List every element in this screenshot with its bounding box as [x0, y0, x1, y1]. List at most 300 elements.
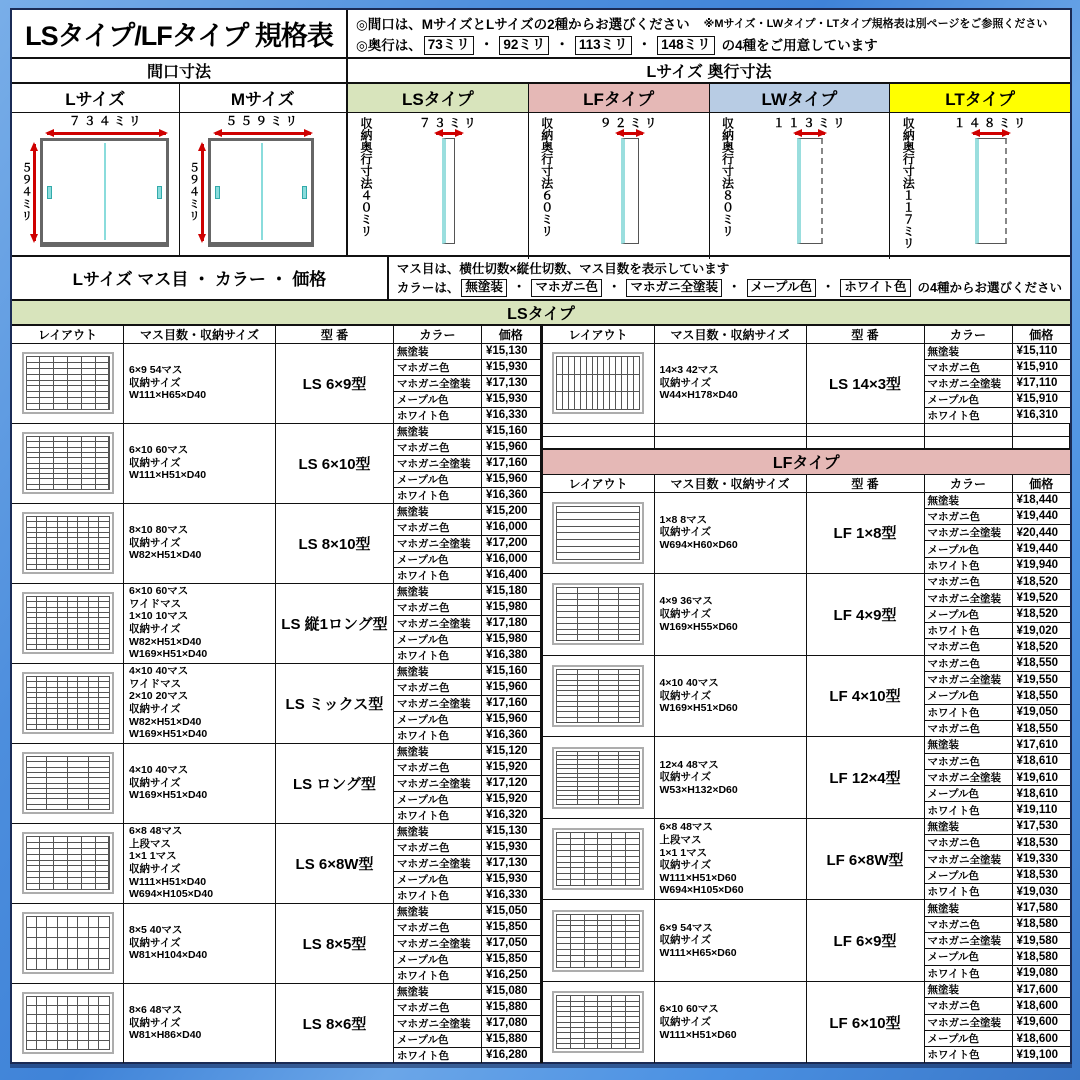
color-name: 無塗装 [394, 904, 482, 919]
color-name: マホガニ色 [925, 754, 1013, 769]
color-name: ホワイト色 [925, 966, 1013, 981]
depth-diagram [890, 113, 1070, 259]
boxed-option: マホガニ色 [531, 279, 602, 297]
color-name: ホワイト色 [394, 808, 482, 823]
depth-arrow-icon [973, 132, 1009, 135]
color-price-row [925, 900, 1071, 915]
price-value: ¥18,550 [1016, 722, 1059, 735]
spec-line: 収納サイズ [129, 456, 181, 469]
color-name: マホガニ色 [394, 600, 482, 615]
color-name: メープル色 [394, 1032, 482, 1047]
size-l-header: Lサイズ [12, 84, 179, 113]
masume-note: マス目は、横仕切数×縦仕切数、マス目数を表示しています [396, 261, 730, 276]
color-price-row [394, 391, 540, 407]
color-price-row [394, 791, 540, 807]
color-name: マホガニ色 [925, 721, 1013, 736]
empty-cell [925, 424, 1013, 436]
price-value: ¥15,960 [486, 473, 528, 485]
width-dimension-part [12, 59, 348, 255]
price-value: ¥19,600 [1016, 1016, 1059, 1029]
spec-line: W111×H51×D60 [659, 1028, 737, 1041]
model-number: LS ロング型 [276, 744, 394, 823]
color-name: マホガニ色 [394, 840, 482, 855]
layout-diagram [12, 664, 124, 743]
layout-grid-frame [552, 910, 644, 972]
color-name: ホワイト色 [394, 968, 482, 983]
column-header: 価格 [498, 327, 523, 342]
color-price-row [925, 997, 1071, 1013]
color-name: ホワイト色 [394, 648, 482, 663]
color-price-row [394, 967, 540, 983]
model-number: LF 6×10型 [807, 982, 925, 1063]
empty-row [543, 424, 1071, 436]
price-value: ¥18,440 [1016, 494, 1059, 507]
price-value: ¥19,100 [1016, 1048, 1059, 1061]
column-header: レイアウト [543, 475, 655, 492]
column-header: 価格 [1029, 476, 1054, 491]
color-name: 無塗装 [394, 584, 482, 599]
price-value: ¥19,550 [1016, 673, 1059, 686]
price-value: ¥15,980 [486, 633, 528, 645]
color-name: メープル色 [394, 952, 482, 967]
color-price-column [394, 424, 540, 503]
depth-section-title: Lサイズ 奥行寸法 [348, 59, 1070, 84]
depth-dimension-part [348, 59, 1070, 255]
color-name: マホガニ全塗装 [394, 616, 482, 631]
color-name: マホガニ色 [394, 1000, 482, 1015]
color-name: ホワイト色 [925, 705, 1013, 720]
spec-line: 1×1 1マス [659, 846, 708, 859]
color-name: マホガニ全塗装 [925, 525, 1013, 540]
boxed-option: マホガニ全塗装 [626, 279, 722, 297]
layout-grid-frame [22, 512, 114, 574]
note-depth-suffix: の4種をご用意しています [721, 37, 878, 53]
color-price-row [925, 687, 1071, 703]
color-price-row [394, 535, 540, 551]
price-value: ¥15,080 [486, 985, 528, 997]
separator: ・ [637, 37, 652, 52]
color-name: 無塗装 [394, 744, 482, 759]
spec-line: W82×H51×D40 [129, 715, 202, 728]
width-variant-m [179, 84, 347, 255]
color-price-column [394, 824, 540, 903]
color-price-row [925, 574, 1071, 589]
spec-line: W111×H51×D40 [129, 875, 207, 888]
color-price-column [925, 819, 1071, 900]
price-value: ¥18,600 [1016, 1032, 1059, 1045]
price-value: ¥19,610 [1016, 771, 1059, 784]
price-value: ¥18,530 [1016, 869, 1059, 882]
column-header: カラー [925, 475, 1013, 492]
color-price-row [394, 567, 540, 583]
layout-diagram [543, 493, 655, 574]
color-name: メープル色 [925, 868, 1013, 883]
note-width-sub: ※Mサイズ・LWタイプ・LTタイプ規格表は別ページをご参照ください [703, 18, 1048, 30]
color-name: ホワイト色 [925, 408, 1013, 423]
color-price-column [925, 574, 1071, 655]
spec-line: W111×H65×D40 [129, 389, 207, 402]
spec-line: 収納サイズ [659, 526, 712, 539]
color-name: マホガニ全塗装 [394, 536, 482, 551]
column-header: カラー [925, 326, 1013, 343]
boxed-option: 148ミリ [657, 36, 715, 55]
depth-dim-label: ７３ミリ [418, 115, 479, 130]
layout-diagram [543, 344, 655, 423]
price-value: ¥15,930 [486, 393, 528, 405]
model-number: LS 縦1ロング型 [276, 584, 394, 663]
layout-grid-frame [552, 991, 644, 1053]
note-width [356, 13, 1062, 33]
depth-diagram [529, 113, 709, 259]
spec-line: 8×6 48マス [129, 1004, 183, 1017]
color-name: マホガニ全塗装 [394, 376, 482, 391]
price-value: ¥18,600 [1016, 999, 1059, 1012]
price-value: ¥18,550 [1016, 657, 1059, 670]
color-name: マホガニ全塗装 [925, 851, 1013, 866]
layout-diagram [543, 982, 655, 1063]
empty-cell [543, 424, 655, 436]
separator: ・ [607, 279, 621, 294]
storage-depth-label: 収納奥行寸法６０ミリ [539, 116, 554, 237]
color-name: 無塗装 [394, 664, 482, 679]
color-price-row [925, 656, 1071, 671]
color-name: マホガニ色 [925, 360, 1013, 375]
price-notes [389, 257, 1070, 299]
depth-arrow-icon [795, 132, 825, 135]
color-name: 無塗装 [394, 424, 482, 439]
price-value: ¥17,110 [1016, 377, 1058, 389]
price-value: ¥16,280 [486, 1049, 528, 1061]
price-value: ¥15,130 [486, 825, 528, 837]
color-name: 無塗装 [394, 984, 482, 999]
layout-grid-frame [552, 352, 644, 414]
price-value: ¥15,050 [486, 905, 528, 917]
layout-diagram [543, 737, 655, 818]
color-name: メープル色 [394, 632, 482, 647]
depth-type-header: LWタイプ [710, 84, 890, 113]
color-price-row [925, 407, 1071, 423]
color-name: マホガニ全塗装 [394, 936, 482, 951]
color-name: 無塗装 [394, 824, 482, 839]
color-price-row [925, 493, 1071, 508]
price-value: ¥15,910 [1016, 393, 1059, 405]
layout-diagram [543, 574, 655, 655]
column-header: マス目数・収納サイズ [655, 326, 807, 343]
color-price-row [925, 508, 1071, 524]
price-value: ¥18,530 [1016, 836, 1059, 849]
price-value: ¥15,120 [486, 745, 528, 757]
color-name: ホワイト色 [394, 888, 482, 903]
spec-line: 収納サイズ [129, 703, 181, 715]
column-header: 型 番 [807, 475, 925, 492]
price-value: ¥17,530 [1016, 820, 1059, 833]
product-specs [124, 744, 276, 823]
product-row [543, 493, 1071, 575]
color-name: マホガニ全塗装 [925, 933, 1013, 948]
model-number: LF 4×9型 [807, 574, 925, 655]
spec-line: 6×10 60マス [659, 1003, 719, 1016]
color-price-column [394, 904, 540, 983]
layout-grid-frame [22, 752, 114, 814]
spec-line: 8×5 40マス [129, 924, 183, 937]
cross-section-wrap [914, 117, 1068, 249]
price-value: ¥16,000 [486, 553, 528, 565]
price-value: ¥19,440 [1016, 510, 1059, 523]
color-name: マホガニ色 [394, 920, 482, 935]
spec-line: 収納サイズ [659, 934, 712, 947]
price-value: ¥15,960 [486, 441, 528, 453]
separator: ・ [479, 37, 494, 52]
depth-type-header: LTタイプ [890, 84, 1070, 113]
column-header: 型 番 [276, 326, 394, 343]
color-price-column [394, 664, 540, 743]
price-value: ¥17,610 [1016, 738, 1059, 751]
spec-line: 6×9 54マス [659, 921, 713, 934]
layout-diagram [12, 824, 124, 903]
color-price-row [394, 359, 540, 375]
product-specs [124, 664, 276, 743]
color-name: マホガニ色 [394, 440, 482, 455]
spec-line: 4×10 40マス [659, 677, 719, 690]
color-price-row [925, 850, 1071, 866]
empty-cell [1013, 424, 1071, 436]
product-specs [124, 504, 276, 583]
color-price-row [394, 504, 540, 519]
price-value: ¥15,850 [486, 921, 528, 933]
price-value: ¥19,030 [1016, 885, 1059, 898]
empty-cell [807, 437, 925, 448]
color-price-row [394, 711, 540, 727]
color-price-row [925, 375, 1071, 391]
color-name: マホガニ色 [925, 639, 1013, 654]
price-value: ¥18,520 [1016, 608, 1059, 621]
color-price-column [394, 344, 540, 423]
door-handle-icon [215, 186, 220, 199]
color-name: マホガニ色 [925, 509, 1013, 524]
table-header-row [543, 475, 1071, 493]
layout-grid [26, 916, 110, 970]
layout-grid-frame [22, 832, 114, 894]
color-name: マホガニ全塗装 [394, 776, 482, 791]
price-value: ¥18,520 [1016, 575, 1059, 588]
width-arrow-icon [47, 132, 166, 135]
price-value: ¥15,980 [486, 601, 528, 613]
product-specs [124, 424, 276, 503]
spec-line: ワイドマス [129, 597, 182, 610]
price-value: ¥17,050 [486, 937, 528, 949]
color-price-row [925, 557, 1071, 573]
storage-depth-label: 収納奥行寸法８０ミリ [720, 116, 735, 237]
layout-grid-frame [22, 992, 114, 1054]
spec-line: W694×H105×D40 [129, 888, 214, 901]
spec-line: 14×3 42マス [659, 364, 719, 377]
price-value: ¥16,360 [486, 729, 528, 741]
color-name: マホガニ全塗装 [925, 590, 1013, 605]
layout-diagram [543, 819, 655, 900]
depth-type-header: LFタイプ [529, 84, 709, 113]
layout-diagram [12, 984, 124, 1063]
color-name: マホガニ色 [925, 656, 1013, 671]
layout-grid-frame [22, 672, 114, 734]
color-name: メープル色 [925, 786, 1013, 801]
spec-line: W694×H60×D60 [659, 539, 738, 552]
separator: ・ [555, 37, 569, 52]
color-name: メープル色 [394, 392, 482, 407]
color-price-row [925, 982, 1071, 997]
storage-depth-label: 収納奥行寸法１１７ミリ [901, 116, 916, 249]
color-price-row [394, 919, 540, 935]
color-name: メープル色 [394, 872, 482, 887]
layout-grid [26, 516, 110, 570]
color-price-row [925, 785, 1071, 801]
color-name: メープル色 [394, 792, 482, 807]
color-name: ホワイト色 [925, 884, 1013, 899]
color-price-column [925, 656, 1071, 737]
cabinet-diagram-m [180, 113, 347, 255]
depth-diagram [710, 113, 890, 259]
color-name: ホワイト色 [925, 802, 1013, 817]
layout-diagram [543, 900, 655, 981]
color-name: 無塗装 [925, 900, 1013, 915]
height-dim-label: ５９４ミリ [187, 162, 200, 223]
spec-line: 4×10 40マス [129, 764, 189, 777]
color-price-column [925, 900, 1071, 981]
layout-grid-frame [552, 665, 644, 727]
cross-section-wrap [372, 117, 526, 249]
door-handle-icon [302, 186, 307, 199]
column-header: レイアウト [12, 326, 124, 343]
color-price-row [925, 344, 1071, 359]
depth-arrow-icon [617, 132, 643, 135]
color-name: マホガニ色 [925, 835, 1013, 850]
color-name: マホガニ全塗装 [925, 770, 1013, 785]
color-price-row [925, 834, 1071, 850]
color-name: マホガニ色 [394, 360, 482, 375]
price-value: ¥15,850 [486, 953, 528, 965]
price-section-title: Lサイズ マス目 ・ カラー ・ 価格 [12, 257, 389, 299]
color-price-row [925, 589, 1071, 605]
layout-grid [556, 832, 640, 886]
color-name: ホワイト色 [394, 728, 482, 743]
spec-line: 収納サイズ [659, 771, 712, 784]
model-number: LS ミックス型 [276, 664, 394, 743]
spec-line: W81×H104×D40 [129, 949, 208, 962]
spec-line: 4×9 36マス [659, 595, 713, 608]
color-price-column [394, 504, 540, 583]
spec-line: W111×H51×D60 [659, 871, 737, 884]
empty-cell [807, 424, 925, 436]
spec-line: 6×8 48マス [129, 825, 183, 838]
color-name: マホガニ全塗装 [394, 696, 482, 711]
product-specs [655, 344, 807, 423]
color-price-row [394, 951, 540, 967]
spec-line: 6×10 60マス [129, 585, 189, 598]
spec-line: 4×10 40マス [129, 665, 189, 678]
model-number: LF 4×10型 [807, 656, 925, 737]
color-name: 無塗装 [925, 344, 1013, 359]
price-value: ¥17,080 [486, 1017, 528, 1029]
product-row [543, 819, 1071, 901]
color-price-row [394, 584, 540, 599]
color-price-row [394, 407, 540, 423]
model-number: LS 6×9型 [276, 344, 394, 423]
spec-line: W82×H51×D40 [129, 549, 202, 562]
price-value: ¥17,130 [486, 377, 528, 389]
depth-dim-label: １４８ミリ [953, 115, 1029, 130]
depth-variants [348, 84, 1070, 259]
product-row [12, 744, 540, 824]
note-width-text: ◎間口は、MサイズとLサイズの2種からお選びください [356, 17, 690, 32]
price-value: ¥16,360 [486, 489, 528, 501]
color-name: メープル色 [925, 949, 1013, 964]
price-value: ¥17,180 [486, 617, 528, 629]
color-price-row [394, 1031, 540, 1047]
cross-section-wrap [734, 117, 888, 249]
price-value: ¥19,330 [1016, 853, 1059, 866]
price-value: ¥18,610 [1016, 787, 1059, 800]
depth-variant-column [709, 84, 890, 259]
spec-line: 収納サイズ [129, 536, 181, 549]
product-specs [655, 737, 807, 818]
model-number: LS 8×5型 [276, 904, 394, 983]
column-header: マス目数・収納サイズ [655, 475, 807, 492]
depth-cross-section [797, 138, 823, 244]
price-value: ¥20,440 [1016, 526, 1059, 539]
color-name: ホワイト色 [394, 488, 482, 503]
model-number: LF 6×8W型 [807, 819, 925, 900]
color-price-row [394, 855, 540, 871]
price-value: ¥17,120 [486, 777, 528, 789]
color-name: メープル色 [925, 607, 1013, 622]
color-price-row [394, 871, 540, 887]
product-specs [124, 344, 276, 423]
color-price-row [394, 631, 540, 647]
spec-line: W82×H51×D40 [129, 635, 202, 648]
spec-line: 6×10 60マス [129, 444, 189, 457]
layout-diagram [12, 904, 124, 983]
color-price-row [925, 948, 1071, 964]
product-row [543, 344, 1071, 424]
ls-type-band: LSタイプ [12, 301, 1070, 326]
ls-table-left [12, 326, 540, 1063]
color-price-column [925, 737, 1071, 818]
depth-type-header: LSタイプ [348, 84, 528, 113]
color-price-row [925, 883, 1071, 899]
depth-cross-section [442, 138, 455, 244]
model-number: LS 14×3型 [807, 344, 925, 423]
model-number: LS 8×6型 [276, 984, 394, 1063]
price-value: ¥15,130 [486, 345, 528, 357]
cross-section-wrap [553, 117, 707, 249]
layout-diagram [12, 424, 124, 503]
product-row [543, 982, 1071, 1063]
color-price-row [925, 606, 1071, 622]
price-value: ¥19,520 [1016, 592, 1059, 605]
color-name: マホガニ色 [925, 574, 1013, 589]
empty-cell [655, 437, 807, 448]
color-price-column [925, 344, 1071, 423]
spec-line: 収納サイズ [129, 1016, 181, 1029]
spec-line: W44×H178×D40 [659, 389, 738, 402]
price-value: ¥15,960 [486, 713, 528, 725]
door-handle-icon [157, 186, 162, 199]
color-price-row [394, 759, 540, 775]
header-notes [348, 10, 1070, 57]
price-value: ¥16,250 [486, 969, 528, 981]
spec-line: 上段マス [659, 833, 702, 846]
product-row [543, 737, 1071, 819]
layout-grid [26, 676, 110, 730]
